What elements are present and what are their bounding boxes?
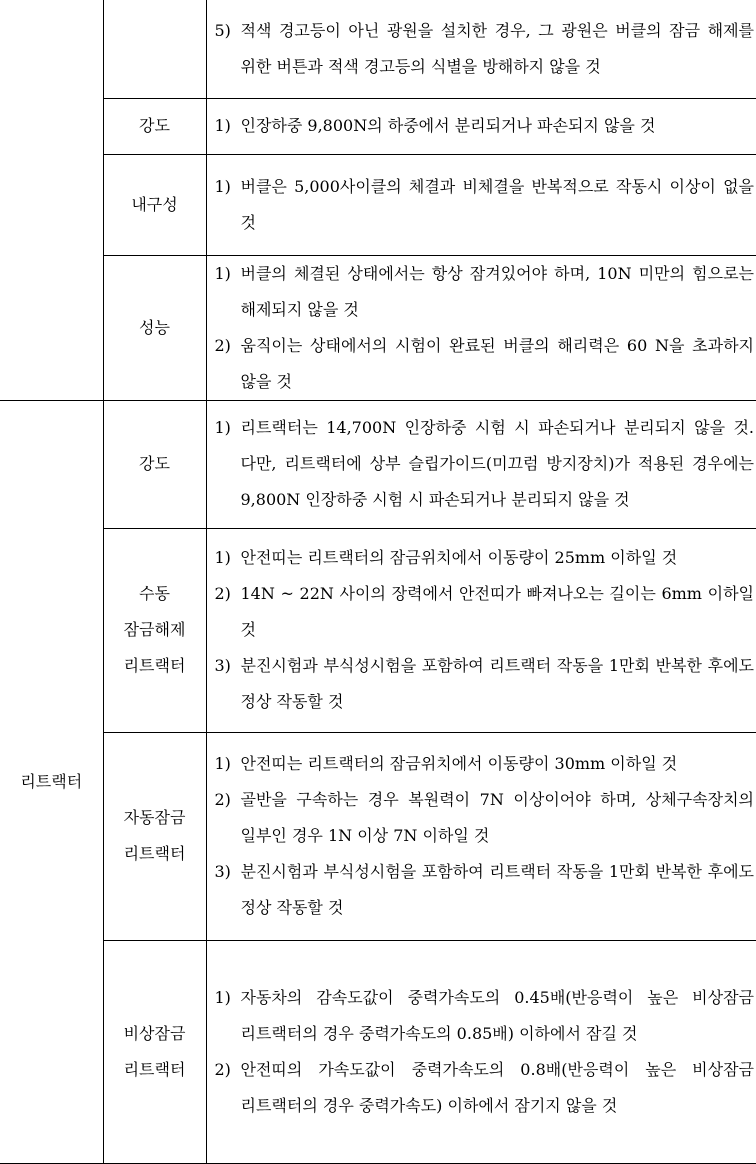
subcategory-label: 잠금해제: [123, 620, 186, 639]
table-row: [0, 732, 756, 940]
subcategory-label: 비상잠금: [123, 1023, 186, 1043]
item-number: 1): [214, 754, 231, 773]
requirement-item: [215, 782, 755, 854]
item-text: 움직이는 상태에서의 시험이 완료된 버클의 해리력은 60 N을 초과하지 않을 것: [240, 335, 754, 391]
subcategory-label: 강도: [139, 454, 170, 473]
item-text: 안전띠는 리트랙터의 잠금위치에서 이동량이 25mm 이하일 것: [240, 548, 678, 567]
requirement-item: [215, 410, 755, 518]
item-text: 분진시험과 부식성시험을 포함하여 리트랙터 작동을 1만회 반복한 후에도 정상 작동할 것: [240, 656, 754, 711]
table-row: [0, 940, 756, 1163]
requirement-cell: [206, 154, 756, 255]
item-text: 자동차의 감속도값이 중력가속도의 0.45배(반응력이 높은 비상잠금 리트랙터의 경우 중력가속도의 0.85배) 이하에서 잠길 것: [240, 987, 754, 1043]
item-number: 1): [214, 176, 231, 196]
subcategory-label: 리트랙터: [123, 844, 186, 863]
requirement-cell: [206, 528, 756, 732]
item-number: 1): [214, 548, 231, 567]
item-number: 2): [214, 790, 231, 809]
requirement-cell: [206, 732, 756, 940]
requirement-cell: [206, 400, 756, 528]
requirement-cell: [206, 940, 756, 1163]
requirement-item: [215, 13, 755, 85]
item-text: 인장하중 9,800N의 하중에서 분리되거나 파손되지 않을 것: [240, 116, 656, 135]
item-text: 분진시험과 부식성시험을 포함하여 리트랙터 작동을 1만회 반복한 후에도 정상 작동할 것: [240, 862, 754, 917]
subcategory-label: 리트랙터: [123, 1059, 186, 1079]
item-text: 14N ~ 22N 사이의 장력에서 안전띠가 빠져나오는 길이는 6mm 이하일 것: [240, 584, 754, 639]
table-row: [0, 400, 756, 528]
subcategory-label: 강도: [139, 116, 170, 135]
item-text: 버클의 체결된 상태에서는 항상 잠겨있어야 하며, 10N 미만의 힘으로는 해제되지 않을 것: [240, 263, 754, 319]
item-number: 5): [214, 20, 231, 40]
subcategory-cell: [103, 255, 206, 400]
item-number: 3): [214, 656, 231, 675]
subcategory-cell: [103, 154, 206, 255]
subcategory-label: 리트랙터: [123, 656, 186, 675]
table-row: [0, 154, 756, 255]
subcategory-label: 내구성: [131, 194, 178, 214]
subcategory-label: 자동잠금: [123, 808, 186, 827]
item-number: 2): [214, 584, 231, 603]
item-number: 1): [214, 116, 231, 135]
requirement-item: [215, 746, 755, 782]
subcategory-cell: [103, 528, 206, 732]
table-row: [0, 0, 756, 98]
requirement-item: [215, 854, 755, 926]
requirement-item: [215, 576, 755, 648]
subcategory-cell: [103, 400, 206, 528]
requirement-item: [215, 540, 755, 576]
requirement-item: [215, 328, 755, 400]
category-cell: [0, 0, 103, 400]
item-text: 안전띠는 리트랙터의 잠금위치에서 이동량이 30mm 이하일 것: [240, 754, 678, 773]
item-text: 리트랙터는 14,700N 인장하중 시험 시 파손되거나 분리되지 않을 것. 다만, 리트랙터에 상부 슬립가이드(미끄럼 방지장치)가 적용된 경우에는 9,800N 인장하중 시험 시 파손되거나 분리되지 않을 것: [240, 418, 754, 509]
item-number: 1): [214, 418, 231, 437]
table-row: [0, 255, 756, 400]
requirement-item: [215, 256, 755, 328]
requirement-item: [215, 1052, 755, 1124]
requirement-item: [215, 169, 755, 241]
category-cell: 리트랙터: [0, 400, 103, 1163]
requirement-item: [215, 980, 755, 1052]
table-row: [0, 98, 756, 154]
requirement-item: [215, 108, 755, 144]
subcategory-cell: [103, 98, 206, 154]
item-number: 2): [214, 1059, 231, 1079]
subcategory-cell: [103, 0, 206, 98]
requirement-cell: [206, 255, 756, 400]
requirement-cell: [206, 0, 756, 98]
item-text: 버클은 5,000사이클의 체결과 비체결을 반복적으로 작동시 이상이 없을 것: [240, 176, 754, 232]
requirement-item: [215, 648, 755, 720]
item-number: 3): [214, 862, 231, 881]
item-text: 안전띠의 가속도값이 중력가속도의 0.8배(반응력이 높은 비상잠금 리트랙터의 경우 중력가속도) 이하에서 잠기지 않을 것: [240, 1059, 754, 1115]
item-text: 적색 경고등이 아닌 광원을 설치한 경우, 그 광원은 버클의 잠금 해제를 위한 버튼과 적색 경고등의 식별을 방해하지 않을 것: [240, 20, 754, 76]
subcategory-cell: [103, 732, 206, 940]
item-number: 2): [214, 335, 231, 355]
subcategory-cell: [103, 940, 206, 1163]
requirement-cell: [206, 98, 756, 154]
item-number: 1): [214, 987, 231, 1007]
item-number: 1): [214, 263, 231, 283]
subcategory-label: 수동: [139, 584, 170, 603]
item-text: 골반을 구속하는 경우 복원력이 7N 이상이어야 하며, 상체구속장치의 일부인 경우 1N 이상 7N 이하일 것: [240, 790, 754, 845]
table-row: [0, 528, 756, 732]
subcategory-label: 성능: [139, 317, 170, 337]
